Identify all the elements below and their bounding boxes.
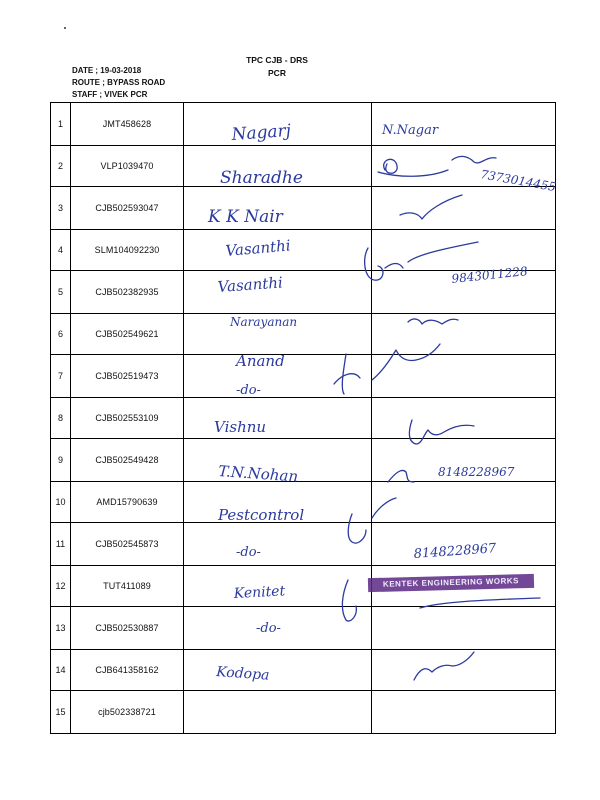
receiver-name-9: Vishnu [214, 418, 267, 436]
receiver-name-cell [184, 565, 372, 607]
row-number: 15 [51, 691, 71, 734]
row-number: 7 [51, 355, 71, 398]
table-row [51, 523, 556, 566]
signature-1: N.Nagar [382, 123, 439, 138]
row-number: 13 [51, 607, 71, 650]
row-number: 4 [51, 229, 71, 271]
table-row [51, 649, 556, 691]
header-subtitle: PCR [268, 68, 286, 78]
consignment-number: CJB502519473 [71, 355, 184, 398]
ditto-14: -do- [256, 621, 281, 636]
consignment-number: CJB502530887 [71, 607, 184, 650]
table-row [51, 271, 556, 314]
meta-date: DATE ; 19-03-2018 [72, 66, 142, 75]
delivery-log-rows [51, 103, 556, 734]
signature-cell [372, 271, 556, 314]
delivery-meta [72, 65, 165, 101]
consignment-number: CJB641358162 [71, 649, 184, 691]
header-title: TPC CJB - DRS [246, 55, 308, 65]
table-row [51, 103, 556, 146]
receiver-name-cell [184, 145, 372, 187]
signature-cell [372, 355, 556, 398]
row-number: 11 [51, 523, 71, 566]
receiver-name-cell [184, 229, 372, 271]
consignment-number: JMT458628 [71, 103, 184, 146]
table-row [51, 691, 556, 734]
table-row [51, 439, 556, 482]
row-number: 9 [51, 439, 71, 482]
table-row [51, 313, 556, 355]
scan-speck [64, 27, 66, 29]
receiver-name-7: Anand [236, 352, 285, 370]
receiver-name-5: Vasanthi [217, 273, 284, 296]
receiver-name-cell [184, 439, 372, 482]
consignment-number: cjb502338721 [71, 691, 184, 734]
signature-cell [372, 187, 556, 230]
receiver-name-cell [184, 103, 372, 146]
receiver-name-10: T.N.Nohan [217, 462, 299, 486]
meta-staff: STAFF ; VIVEK PCR [72, 90, 148, 99]
receiver-name-cell [184, 481, 372, 523]
consignment-number: TUT411089 [71, 565, 184, 607]
receiver-name-6: Narayanan [230, 315, 298, 329]
consignment-number: CJB502549428 [71, 439, 184, 482]
ditto-8: -do- [236, 383, 261, 398]
receiver-name-2: Sharadhe [220, 168, 303, 188]
row-number: 6 [51, 313, 71, 355]
row-number: 3 [51, 187, 71, 230]
receiver-name-cell [184, 187, 372, 230]
receiver-name-13: Kenitet [233, 583, 286, 602]
receiver-name-cell [184, 355, 372, 398]
meta-route: ROUTE ; BYPASS ROAD [72, 78, 166, 87]
table-row [51, 397, 556, 439]
receiver-name-cell [184, 691, 372, 734]
receiver-phone-5: 9843011228 [450, 264, 529, 286]
document-header [232, 54, 322, 80]
signature-cell [372, 103, 556, 146]
receiver-name-cell [184, 523, 372, 566]
table-row [51, 481, 556, 523]
receiver-name-3: K K Nair [208, 207, 283, 227]
signature-cell [372, 145, 556, 187]
receiver-name-1: Nagarj [230, 120, 292, 145]
signature-cell [372, 229, 556, 271]
signature-cell [372, 523, 556, 566]
table-row [51, 607, 556, 650]
row-number: 8 [51, 397, 71, 439]
row-number: 12 [51, 565, 71, 607]
receiver-name-15: Kodopa [215, 664, 270, 684]
receiver-phone-2: 7373014455 [479, 167, 558, 195]
consignment-number: CJB502549621 [71, 313, 184, 355]
table-row [51, 187, 556, 230]
row-number: 2 [51, 145, 71, 187]
signature-cell [372, 313, 556, 355]
row-number: 1 [51, 103, 71, 146]
row-number: 10 [51, 481, 71, 523]
receiver-name-cell [184, 397, 372, 439]
signature-cell [372, 649, 556, 691]
table-row [51, 355, 556, 398]
receiver-name-cell [184, 607, 372, 650]
signature-cell [372, 397, 556, 439]
receiver-phone-12: 8148228967 [413, 541, 497, 562]
consignment-number: CJB502545873 [71, 523, 184, 566]
consignment-number: CJB502553109 [71, 397, 184, 439]
row-number: 14 [51, 649, 71, 691]
stamp-text: KENTEK ENGINEERING WORKS [382, 576, 520, 589]
consignment-number: AMD15790639 [71, 481, 184, 523]
receiver-name-cell [184, 649, 372, 691]
signature-cell [372, 607, 556, 650]
consignment-number: CJB502382935 [71, 271, 184, 314]
consignment-number: SLM104092230 [71, 229, 184, 271]
delivery-log-table [50, 102, 556, 734]
table-row [51, 229, 556, 271]
signature-cell [372, 691, 556, 734]
table-row [51, 145, 556, 187]
ditto-12: -do- [236, 545, 261, 560]
receiver-name-cell [184, 271, 372, 314]
signature-cell [372, 481, 556, 523]
receiver-name-4: Vasanthi [224, 236, 292, 260]
row-number: 5 [51, 271, 71, 314]
receiver-name-cell [184, 313, 372, 355]
consignment-number: CJB502593047 [71, 187, 184, 230]
signature-cell [372, 439, 556, 482]
receiver-name-11: Pestcontrol [218, 506, 305, 524]
consignment-number: VLP1039470 [71, 145, 184, 187]
receiver-phone-10: 8148228967 [438, 465, 515, 479]
